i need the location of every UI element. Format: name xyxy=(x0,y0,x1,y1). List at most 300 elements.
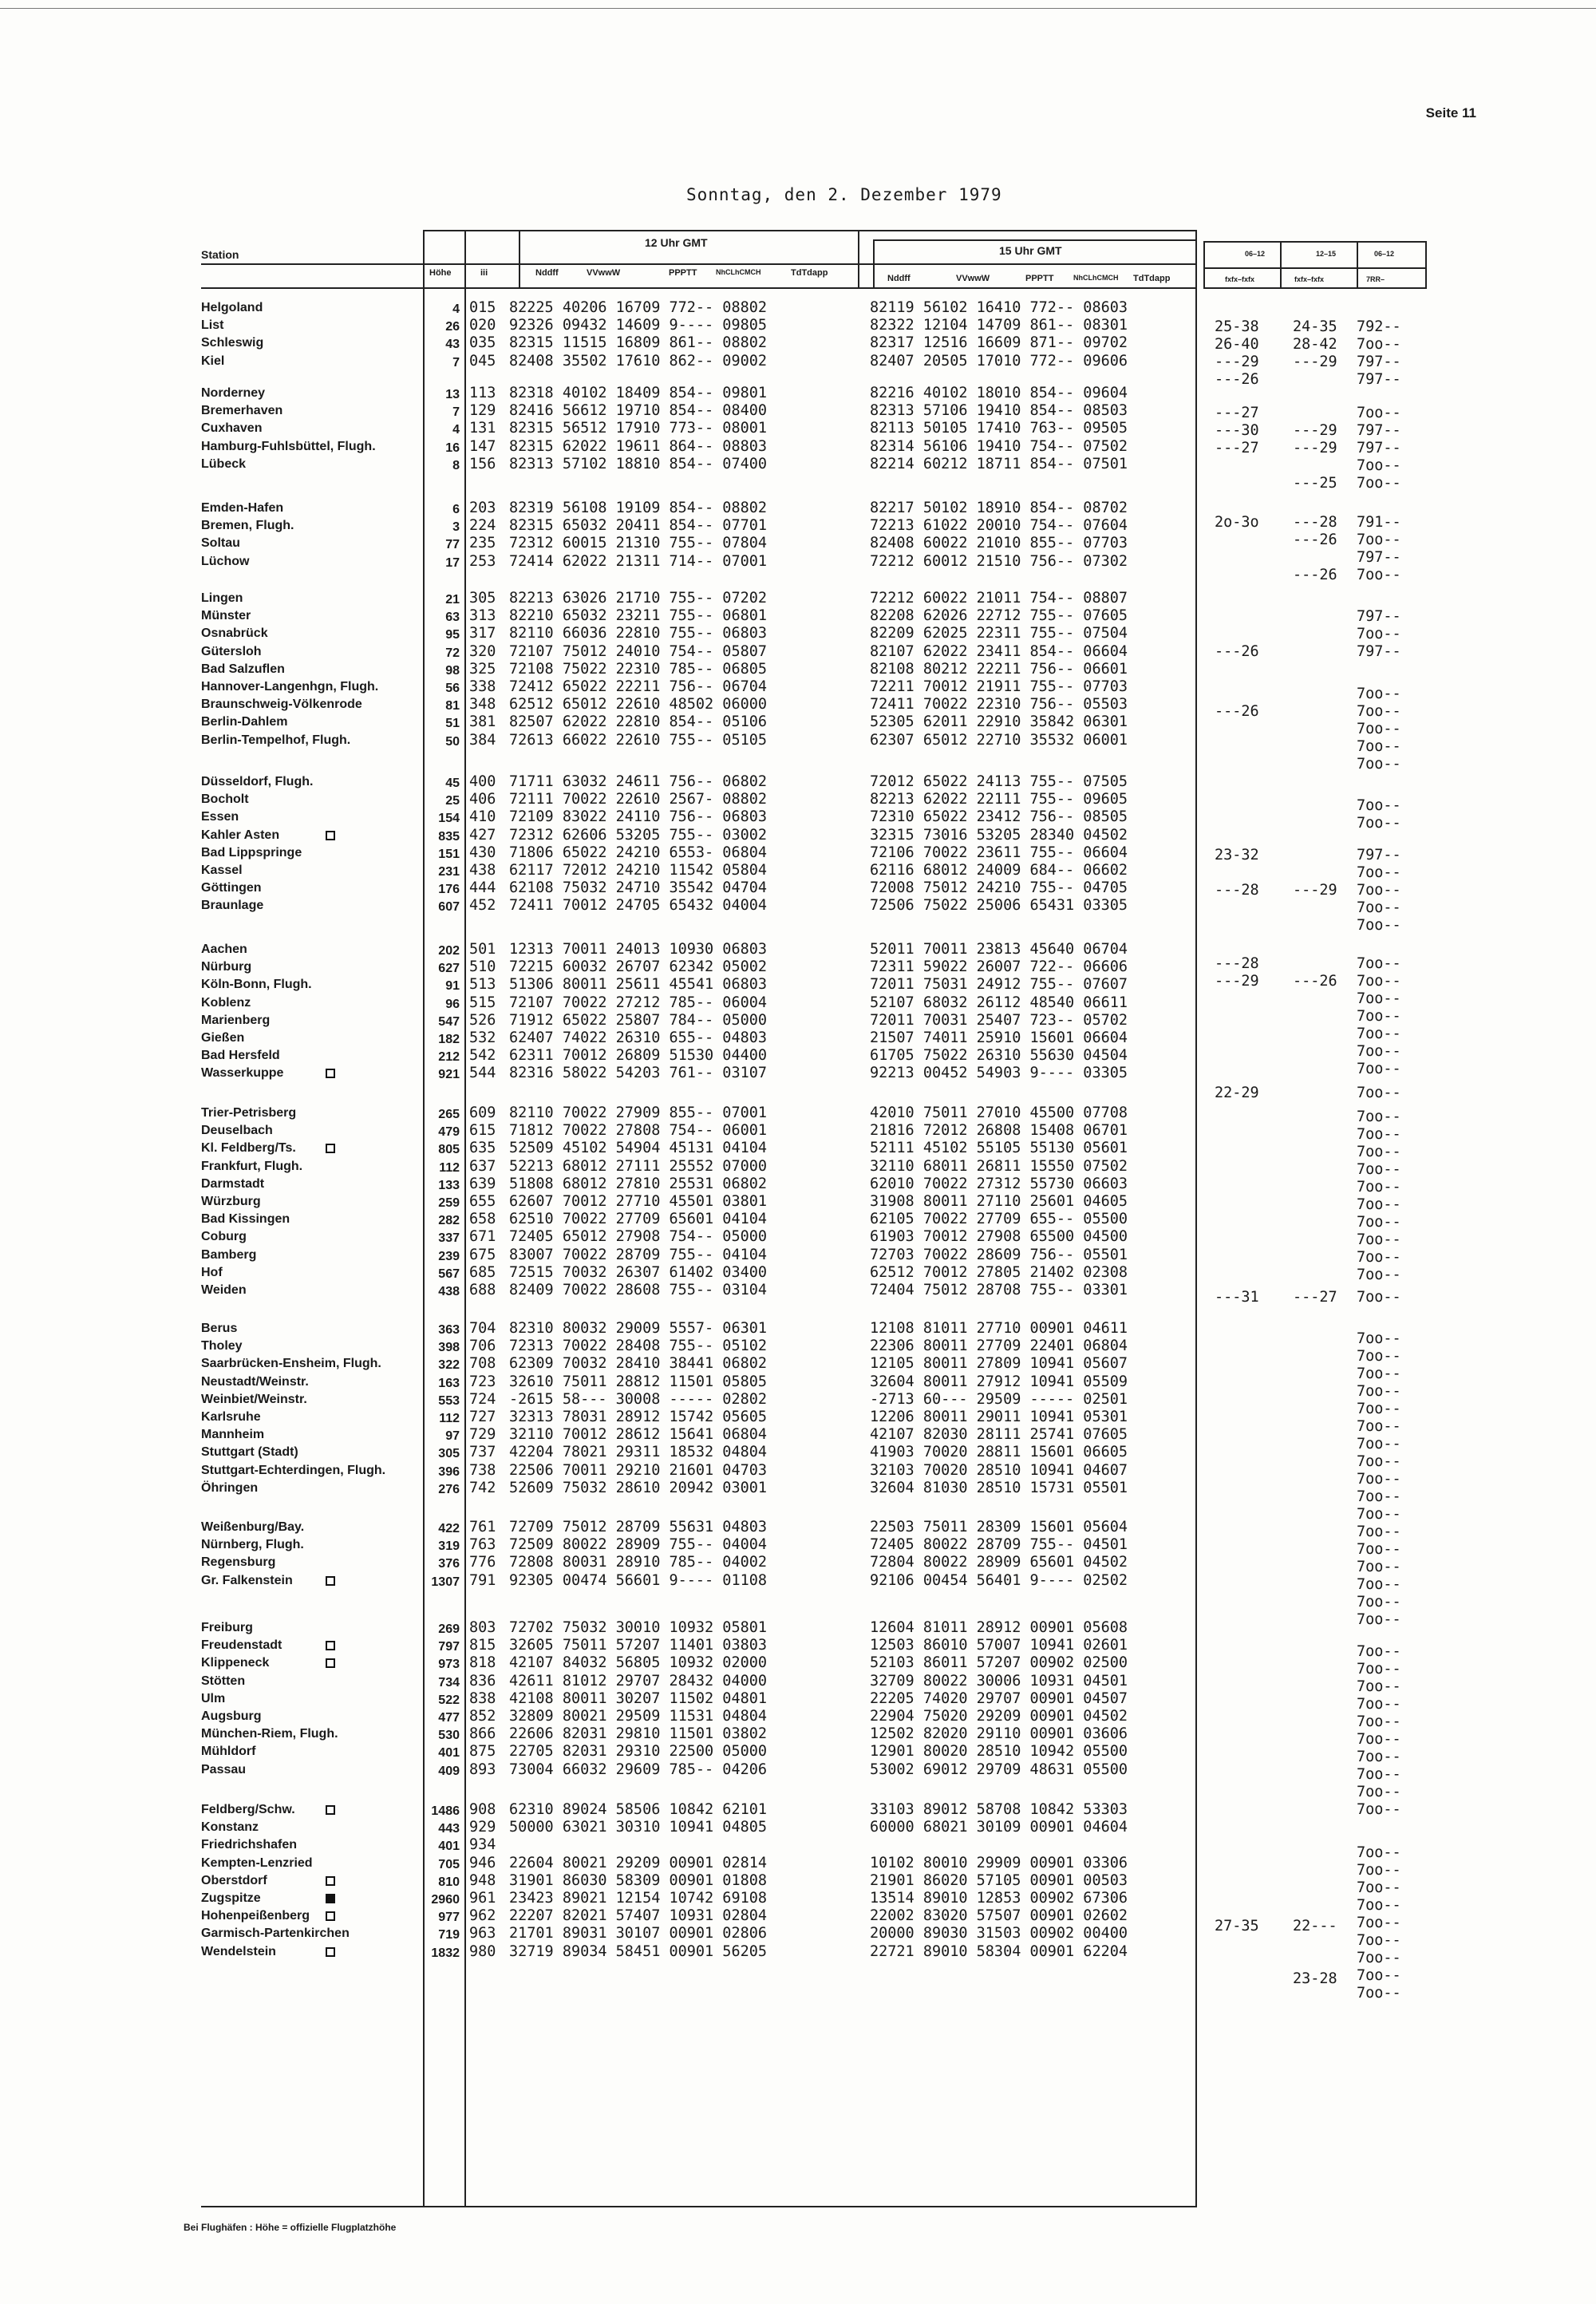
station-iii: 020 xyxy=(469,317,496,334)
station-hoehe: 8 xyxy=(452,458,460,472)
station-name: Berlin-Tempelhof, Flugh. xyxy=(201,733,351,747)
annotation-value: 7oo-- xyxy=(1357,703,1401,720)
station-name: Nürburg xyxy=(201,960,252,974)
station-name: Emden-Hafen xyxy=(201,501,284,515)
obs-12utc: 72312 62606 53205 755-- 03002 xyxy=(509,826,768,844)
annotation-value: 7oo-- xyxy=(1357,1008,1401,1025)
annotation-value: ---27 xyxy=(1215,440,1259,456)
station-hoehe: 443 xyxy=(438,1822,460,1836)
annotation-value: ---27 xyxy=(1293,1289,1337,1306)
obs-12utc: 82318 40102 18409 854-- 09801 xyxy=(509,385,768,401)
obs-15utc: 72212 60022 21011 754-- 08807 xyxy=(870,590,1128,607)
annotation-value: 7oo-- xyxy=(1357,973,1401,990)
annotation-value: 797-- xyxy=(1357,608,1401,625)
obs-12utc: 72709 75012 28709 55631 04803 xyxy=(509,1519,768,1535)
station-hoehe: 401 xyxy=(438,1840,460,1854)
obs-12utc: 82316 58022 54203 761-- 03107 xyxy=(509,1065,768,1082)
station-name: Mannheim xyxy=(201,1428,265,1442)
annotation-value: 7oo-- xyxy=(1357,1436,1401,1452)
obs-15utc: 72405 80022 28709 755-- 04501 xyxy=(870,1536,1128,1554)
obs-12utc: 32719 89034 58451 00901 56205 xyxy=(509,1942,768,1960)
station-iii: 727 xyxy=(469,1409,496,1425)
annotation-value: 7oo-- xyxy=(1357,1784,1401,1800)
station-name: Stuttgart-Echterdingen, Flugh. xyxy=(201,1463,386,1477)
annotation-value: 7oo-- xyxy=(1357,738,1401,755)
annotation-value: 26-40 xyxy=(1215,336,1259,353)
station-iii: 325 xyxy=(469,660,496,678)
annotation-value: 7oo-- xyxy=(1357,1471,1401,1488)
station-name: Braunlage xyxy=(201,899,264,913)
obs-15utc: 82216 40102 18010 854-- 09604 xyxy=(870,385,1128,401)
station-hoehe: 7 xyxy=(452,405,460,420)
station-name: Weiden xyxy=(201,1283,247,1297)
station-iii: 875 xyxy=(469,1743,496,1761)
obs-15utc: 82317 12516 16609 871-- 09702 xyxy=(870,334,1128,352)
station-hoehe: 396 xyxy=(438,1464,460,1479)
hoehe-col-rule xyxy=(464,230,466,2206)
annotation-value: 7oo-- xyxy=(1357,1506,1401,1523)
obs-15utc: 82313 57106 19410 854-- 08503 xyxy=(870,402,1128,420)
g15-end-rule xyxy=(1195,230,1197,2207)
station-hoehe: 276 xyxy=(438,1482,460,1496)
station-name: Münster xyxy=(201,609,251,623)
station-name: Weinbiet/Weinstr. xyxy=(201,1392,307,1406)
obs-15utc: 42107 82030 28111 25741 07605 xyxy=(870,1426,1128,1444)
annotation-value: ---31 xyxy=(1215,1289,1259,1306)
station-iii: 708 xyxy=(469,1355,496,1373)
obs-15utc: 33103 89012 58708 10842 53303 xyxy=(870,1801,1128,1818)
station-name: Bamberg xyxy=(201,1247,257,1262)
station-iii: 615 xyxy=(469,1122,496,1140)
annotation-value: 25-38 xyxy=(1215,318,1259,335)
obs-12utc: 31901 86030 58309 00901 01808 xyxy=(509,1871,768,1889)
annotation-value: 7oo-- xyxy=(1357,457,1401,474)
station-iii: 235 xyxy=(469,535,496,552)
extra-sep2-rule xyxy=(1357,241,1358,289)
station-hoehe: 4 xyxy=(452,302,460,316)
annotation-value: 7oo-- xyxy=(1357,1541,1401,1558)
obs-15utc: 62105 70022 27709 655-- 05500 xyxy=(870,1211,1128,1228)
station-name: Weißenburg/Bay. xyxy=(201,1520,305,1534)
obs-15utc: 72213 61022 20010 754-- 07604 xyxy=(870,517,1128,535)
annotation-value: 797-- xyxy=(1357,371,1401,388)
station-iii: 384 xyxy=(469,731,496,749)
annotation-value: ---26 xyxy=(1215,703,1259,720)
mountain-station-square-icon xyxy=(326,1876,335,1886)
obs-15utc: 12108 81011 27710 00901 04611 xyxy=(870,1320,1128,1337)
obs-15utc: 12105 80011 27809 10941 05607 xyxy=(870,1355,1128,1373)
obs-12utc: 72107 70022 27212 785-- 06004 xyxy=(509,994,768,1011)
obs-12utc: 32809 80021 29509 11531 04804 xyxy=(509,1708,768,1725)
station-hoehe: 51 xyxy=(445,717,460,731)
obs-15utc: 53002 69012 29709 48631 05500 xyxy=(870,1761,1128,1778)
station-hoehe: 627 xyxy=(438,962,460,976)
obs-12utc: 42107 84032 56805 10932 02000 xyxy=(509,1654,768,1672)
station-iii: 381 xyxy=(469,713,496,731)
station-iii: 763 xyxy=(469,1536,496,1554)
mountain-station-filled-square-icon xyxy=(326,1894,335,1903)
obs-15utc: 72506 75022 25006 65431 03305 xyxy=(870,897,1128,915)
station-hoehe: 56 xyxy=(445,682,460,695)
annotation-value: 27-35 xyxy=(1215,1918,1259,1934)
annotation-value: 7oo-- xyxy=(1357,1915,1401,1931)
annotation-value: ---29 xyxy=(1293,354,1337,370)
annotation-value: ---25 xyxy=(1293,475,1337,492)
g12-col-vvwww: VVwwW xyxy=(587,268,621,278)
g15-col-vvwww: VVwwW xyxy=(956,274,990,283)
station-iii: 544 xyxy=(469,1065,496,1082)
header-mid-rule xyxy=(201,263,1197,265)
footer-note: Bei Flughäfen : Höhe = offizielle Flugplatzhöhe xyxy=(184,2222,397,2233)
station-hoehe: 547 xyxy=(438,1014,460,1029)
station-hoehe: 409 xyxy=(438,1764,460,1778)
station-iii: 836 xyxy=(469,1672,496,1689)
mountain-station-square-icon xyxy=(326,831,335,840)
station-iii: 510 xyxy=(469,958,496,976)
annotation-value: 7oo-- xyxy=(1357,1026,1401,1042)
station-name: Tholey xyxy=(201,1339,243,1354)
station-hoehe: 719 xyxy=(438,1928,460,1942)
station-iii: 803 xyxy=(469,1619,496,1636)
station-hoehe: 112 xyxy=(439,1412,460,1425)
station-hoehe: 2960 xyxy=(431,1893,460,1907)
annotation-value: 7oo-- xyxy=(1357,1950,1401,1966)
annotation-value: 7oo-- xyxy=(1357,1985,1401,2002)
obs-15utc: 62512 70012 27805 21402 02308 xyxy=(870,1263,1128,1281)
station-name: Gütersloh xyxy=(201,644,262,658)
station-iii: 513 xyxy=(469,976,496,994)
annotation-value: 791-- xyxy=(1357,514,1401,531)
annotation-value: 2o-3o xyxy=(1215,514,1259,531)
annotation-value: 797-- xyxy=(1357,422,1401,439)
annotation-value: 7oo-- xyxy=(1357,899,1401,916)
station-name: Bremerhaven xyxy=(201,404,283,418)
annotation-value: 7oo-- xyxy=(1357,721,1401,737)
annotation-value: 7oo-- xyxy=(1357,1144,1401,1160)
extra-sep1-rule xyxy=(1280,241,1282,289)
obs-15utc: 41903 70020 28811 15601 06605 xyxy=(870,1444,1128,1461)
station-iii: 908 xyxy=(469,1801,496,1818)
obs-15utc: 52103 86011 57207 00902 02500 xyxy=(870,1654,1128,1672)
station-iii: 893 xyxy=(469,1761,496,1778)
extra-mid-rule xyxy=(1203,267,1427,269)
obs-15utc: 21901 86020 57105 00901 00503 xyxy=(870,1871,1128,1889)
station-iii: 348 xyxy=(469,696,496,713)
extra-sub-a: fxfx–fxfx xyxy=(1225,275,1255,283)
station-hoehe: 17 xyxy=(445,555,460,570)
mountain-station-square-icon xyxy=(326,1144,335,1153)
station-iii: 147 xyxy=(469,437,496,455)
station-hoehe: 734 xyxy=(438,1675,460,1689)
annotation-value: 7oo-- xyxy=(1357,864,1401,881)
hoehe-header: Höhe xyxy=(429,268,452,278)
station-iii: 639 xyxy=(469,1175,496,1192)
station-iii: 742 xyxy=(469,1479,496,1496)
station-hoehe: 376 xyxy=(438,1557,460,1571)
annotation-value: 7oo-- xyxy=(1357,990,1401,1007)
station-hoehe: 95 xyxy=(445,628,460,642)
station-iii: 406 xyxy=(469,791,496,808)
station-name: Köln-Bonn, Flugh. xyxy=(201,978,312,992)
annotation-value: 797-- xyxy=(1357,847,1401,864)
station-name: Trier-Petrisberg xyxy=(201,1106,297,1120)
station-iii: 962 xyxy=(469,1907,496,1925)
station-hoehe: 50 xyxy=(445,734,460,749)
obs-15utc: 32110 68011 26811 15550 07502 xyxy=(870,1157,1128,1175)
obs-15utc: 62010 70022 27312 55730 06603 xyxy=(870,1175,1128,1192)
g15-col-tdtdapp: TdTdapp xyxy=(1133,274,1171,283)
station-hoehe: 7 xyxy=(452,355,460,370)
station-hoehe: 973 xyxy=(438,1658,460,1672)
station-name: Stuttgart (Stadt) xyxy=(201,1445,298,1460)
annotation-value: 7oo-- xyxy=(1357,1696,1401,1713)
obs-12utc: 72108 75022 22310 785-- 06805 xyxy=(509,660,768,678)
station-hoehe: 98 xyxy=(445,663,460,678)
mountain-station-square-icon xyxy=(326,1947,335,1957)
obs-12utc: 51808 68012 27810 25531 06802 xyxy=(509,1175,768,1192)
station-iii: 675 xyxy=(469,1246,496,1263)
station-name: Bremen, Flugh. xyxy=(201,519,294,533)
annotation-value: 7oo-- xyxy=(1357,1348,1401,1365)
annotation-value: ---26 xyxy=(1293,973,1337,990)
annotation-value: 7oo-- xyxy=(1357,1897,1401,1914)
mountain-station-square-icon xyxy=(326,1805,335,1815)
obs-15utc: 22503 75011 28309 15601 05604 xyxy=(870,1519,1128,1535)
obs-12utc: 72613 66022 22610 755-- 05105 xyxy=(509,731,768,749)
station-hoehe: 91 xyxy=(445,979,460,994)
annotation-value: 792-- xyxy=(1357,318,1401,335)
station-name: Braunschweig-Völkenrode xyxy=(201,698,362,712)
station-name: Frankfurt, Flugh. xyxy=(201,1159,303,1173)
station-iii: 737 xyxy=(469,1444,496,1461)
obs-15utc: 82213 62022 22111 755-- 09605 xyxy=(870,791,1128,808)
g12-col-clouds: NhCLhCMCH xyxy=(716,268,761,276)
station-hoehe: 835 xyxy=(438,829,460,844)
obs-12utc: 72111 70022 22610 2567- 08802 xyxy=(509,791,768,808)
obs-15utc: 31908 80011 27110 25601 04605 xyxy=(870,1193,1128,1210)
g12-col-ppptt: PPPTT xyxy=(669,268,697,278)
station-name: Hannover-Langenhgn, Flugh. xyxy=(201,680,379,694)
header-bottom-rule xyxy=(201,287,1197,289)
station-name: Öhringen xyxy=(201,1480,259,1495)
obs-12utc: 62117 72012 24210 11542 05804 xyxy=(509,862,768,879)
table-bottom-rule xyxy=(201,2206,1197,2207)
station-name: Oberstdorf xyxy=(201,1873,267,1887)
station-name: Kahler Asten xyxy=(201,828,280,842)
station-iii: 444 xyxy=(469,879,496,897)
station-hoehe: 26 xyxy=(445,320,460,334)
annotation-value: 7oo-- xyxy=(1357,1611,1401,1628)
mountain-station-square-icon xyxy=(326,1658,335,1668)
annotation-value: 7oo-- xyxy=(1357,1488,1401,1505)
station-name: Deuselbach xyxy=(201,1124,273,1138)
obs-12utc: 72107 75012 24010 754-- 05807 xyxy=(509,642,768,660)
obs-15utc: 12901 80020 28510 10942 05500 xyxy=(870,1743,1128,1761)
obs-12utc: 82210 65032 23211 755-- 06801 xyxy=(509,607,768,625)
station-name: Düsseldorf, Flugh. xyxy=(201,775,314,788)
obs-12utc: 82319 56108 19109 854-- 08802 xyxy=(509,500,768,516)
obs-12utc: 82408 35502 17610 862-- 09002 xyxy=(509,352,768,370)
annotation-value: 7oo-- xyxy=(1357,1085,1401,1101)
obs-12utc: 71711 63032 24611 756-- 06802 xyxy=(509,773,768,790)
obs-15utc: 72011 75031 24912 755-- 07607 xyxy=(870,976,1128,994)
obs-12utc: 42204 78021 29311 18532 04804 xyxy=(509,1444,768,1461)
station-name: Wendelstein xyxy=(201,1944,276,1958)
station-iii: 723 xyxy=(469,1373,496,1390)
obs-15utc: 72404 75012 28708 755-- 03301 xyxy=(870,1282,1128,1298)
station-hoehe: 212 xyxy=(438,1050,460,1065)
annotation-value: 7oo-- xyxy=(1357,1801,1401,1818)
station-name: Freudenstadt xyxy=(201,1638,282,1653)
station-iii: 704 xyxy=(469,1320,496,1337)
station-iii: 253 xyxy=(469,552,496,570)
station-hoehe: 231 xyxy=(438,865,460,879)
obs-12utc: 73004 66032 29609 785-- 04206 xyxy=(509,1761,768,1778)
annotation-value: ---29 xyxy=(1293,882,1337,899)
station-iii: 948 xyxy=(469,1871,496,1889)
station-name: Friedrichshafen xyxy=(201,1838,298,1852)
station-iii: 317 xyxy=(469,625,496,642)
station-hoehe: 1307 xyxy=(431,1575,460,1589)
station-iii: 515 xyxy=(469,994,496,1011)
station-hoehe: 96 xyxy=(445,997,460,1011)
obs-12utc: 32313 78031 28912 15742 05605 xyxy=(509,1409,768,1425)
obs-15utc: 72106 70022 23611 755-- 06604 xyxy=(870,844,1128,861)
obs-15utc: 22306 80011 27709 22401 06804 xyxy=(870,1338,1128,1355)
header-top-rule xyxy=(423,230,1197,231)
document-title: Sonntag, den 2. Dezember 1979 xyxy=(686,185,1002,204)
annotation-value: 7oo-- xyxy=(1357,1661,1401,1678)
obs-12utc: 22207 82021 57407 10931 02804 xyxy=(509,1907,768,1925)
annotation-value: 7oo-- xyxy=(1357,686,1401,702)
station-hoehe: 401 xyxy=(438,1746,460,1761)
obs-15utc: 32709 80022 30006 10931 04501 xyxy=(870,1672,1128,1689)
station-hoehe: 81 xyxy=(445,699,460,713)
g12-col-nddff: Nddff xyxy=(535,268,559,278)
station-name: Gießen xyxy=(201,1031,245,1045)
obs-12utc: 72509 80022 28909 755-- 04004 xyxy=(509,1536,768,1554)
station-name: Stötten xyxy=(201,1674,246,1688)
station-hoehe: 163 xyxy=(438,1376,460,1390)
obs-15utc: 52011 70011 23813 45640 06704 xyxy=(870,941,1128,958)
annotation-value: 7oo-- xyxy=(1357,1214,1401,1231)
annotation-value: ---26 xyxy=(1293,532,1337,548)
obs-12utc: 32110 70012 28612 15641 06804 xyxy=(509,1426,768,1444)
obs-15utc: 82107 62022 23411 854-- 06604 xyxy=(870,642,1128,660)
obs-12utc: 52509 45102 54904 45131 04104 xyxy=(509,1140,768,1157)
g12-col-tdtdapp: TdTdapp xyxy=(791,268,828,278)
station-name: Bad Lippspringe xyxy=(201,845,302,860)
station-name: Wasserkuppe xyxy=(201,1066,284,1081)
obs-15utc: 22904 75020 29209 00901 04502 xyxy=(870,1708,1128,1725)
station-name: Koblenz xyxy=(201,995,251,1010)
obs-15utc: 32604 80011 27912 10941 05509 xyxy=(870,1373,1128,1390)
obs-12utc: 72808 80031 28910 785-- 04002 xyxy=(509,1554,768,1571)
annotation-value: 7oo-- xyxy=(1357,1594,1401,1610)
obs-15utc: 82408 60022 21010 855-- 07703 xyxy=(870,535,1128,552)
obs-12utc: 62512 65012 22610 48502 06000 xyxy=(509,696,768,713)
station-name: Zugspitze xyxy=(201,1891,261,1905)
obs-15utc: 22002 83020 57507 00901 02602 xyxy=(870,1907,1128,1925)
obs-15utc: 62116 68012 24009 684-- 06602 xyxy=(870,862,1128,879)
annotation-value: 7oo-- xyxy=(1357,1126,1401,1143)
obs-15utc: 72311 59022 26007 722-- 06606 xyxy=(870,958,1128,976)
obs-15utc: 10102 80010 29909 00901 03306 xyxy=(870,1854,1128,1871)
station-hoehe: 6 xyxy=(452,503,460,516)
annotation-value: ---28 xyxy=(1215,955,1259,972)
station-hoehe: 319 xyxy=(438,1539,460,1554)
annotation-value: 7oo-- xyxy=(1357,1043,1401,1060)
obs-12utc: 62311 70012 26809 51530 04400 xyxy=(509,1047,768,1065)
annotation-value: ---28 xyxy=(1215,882,1259,899)
annotation-value: ---29 xyxy=(1215,973,1259,990)
obs-12utc: 82213 63026 21710 755-- 07202 xyxy=(509,590,768,607)
obs-15utc: 72310 65022 23412 756-- 08505 xyxy=(870,808,1128,826)
obs-12utc: 62607 70012 27710 45501 03801 xyxy=(509,1193,768,1210)
station-name: Mühldorf xyxy=(201,1745,256,1759)
station-iii: 526 xyxy=(469,1011,496,1029)
station-name: Bad Hersfeld xyxy=(201,1049,280,1063)
obs-15utc: 61705 75022 26310 55630 04504 xyxy=(870,1047,1128,1065)
annotation-value: 7oo-- xyxy=(1357,815,1401,832)
annotation-value: 7oo-- xyxy=(1357,917,1401,934)
station-iii: 438 xyxy=(469,862,496,879)
station-iii: 305 xyxy=(469,590,496,607)
station-hoehe: 112 xyxy=(439,1160,460,1175)
station-hoehe: 133 xyxy=(438,1178,460,1192)
obs-12utc: 42108 80011 30207 11502 04801 xyxy=(509,1689,768,1707)
annotation-value: 797-- xyxy=(1357,354,1401,370)
mountain-station-square-icon xyxy=(326,1911,335,1921)
station-iii: 430 xyxy=(469,844,496,861)
station-iii: 635 xyxy=(469,1140,496,1157)
obs-15utc: 52305 62011 22910 35842 06301 xyxy=(870,713,1128,731)
obs-15utc: 72411 70022 22310 756-- 05503 xyxy=(870,696,1128,713)
station-name: Passau xyxy=(201,1762,247,1776)
obs-12utc: 92326 09432 14609 9---- 09805 xyxy=(509,317,768,334)
station-iii: 320 xyxy=(469,642,496,660)
station-name: Neustadt/Weinstr. xyxy=(201,1374,309,1389)
station-hoehe: 4 xyxy=(452,423,460,437)
extra-top-rule xyxy=(1203,241,1427,243)
annotation-value: 7oo-- xyxy=(1357,532,1401,548)
station-iii: 671 xyxy=(469,1228,496,1246)
obs-12utc: 82110 66036 22810 755-- 06803 xyxy=(509,625,768,642)
annotation-value: 7oo-- xyxy=(1357,336,1401,353)
obs-15utc: 72011 70031 25407 723-- 05702 xyxy=(870,1011,1128,1029)
page-number: Seite 11 xyxy=(1425,105,1476,121)
obs-12utc: 21701 89031 30107 00901 02806 xyxy=(509,1925,768,1942)
station-name: Coburg xyxy=(201,1230,247,1244)
annotation-value: 7oo-- xyxy=(1357,1879,1401,1896)
annotation-value: ---26 xyxy=(1215,371,1259,388)
station-hoehe: 422 xyxy=(438,1522,460,1535)
station-iii: 427 xyxy=(469,826,496,844)
obs-15utc: 22721 89010 58304 00901 62204 xyxy=(870,1942,1128,1960)
station-iii: 929 xyxy=(469,1819,496,1836)
obs-15utc: 82108 80212 22211 756-- 06601 xyxy=(870,660,1128,678)
station-hoehe: 553 xyxy=(438,1393,460,1408)
station-iii: 838 xyxy=(469,1689,496,1707)
annotation-value: ---29 xyxy=(1293,440,1337,456)
station-hoehe: 438 xyxy=(438,1285,460,1298)
station-name: Kempten-Lenzried xyxy=(201,1855,313,1870)
obs-15utc: 12503 86010 57007 10941 02601 xyxy=(870,1637,1128,1654)
obs-15utc: 92106 00454 56401 9---- 02502 xyxy=(870,1571,1128,1589)
obs-15utc: 13514 89010 12853 00902 67306 xyxy=(870,1890,1128,1907)
obs-15utc: 82314 56106 19410 754-- 07502 xyxy=(870,437,1128,455)
extra-sub-b: fxfx–fxfx xyxy=(1294,275,1325,283)
